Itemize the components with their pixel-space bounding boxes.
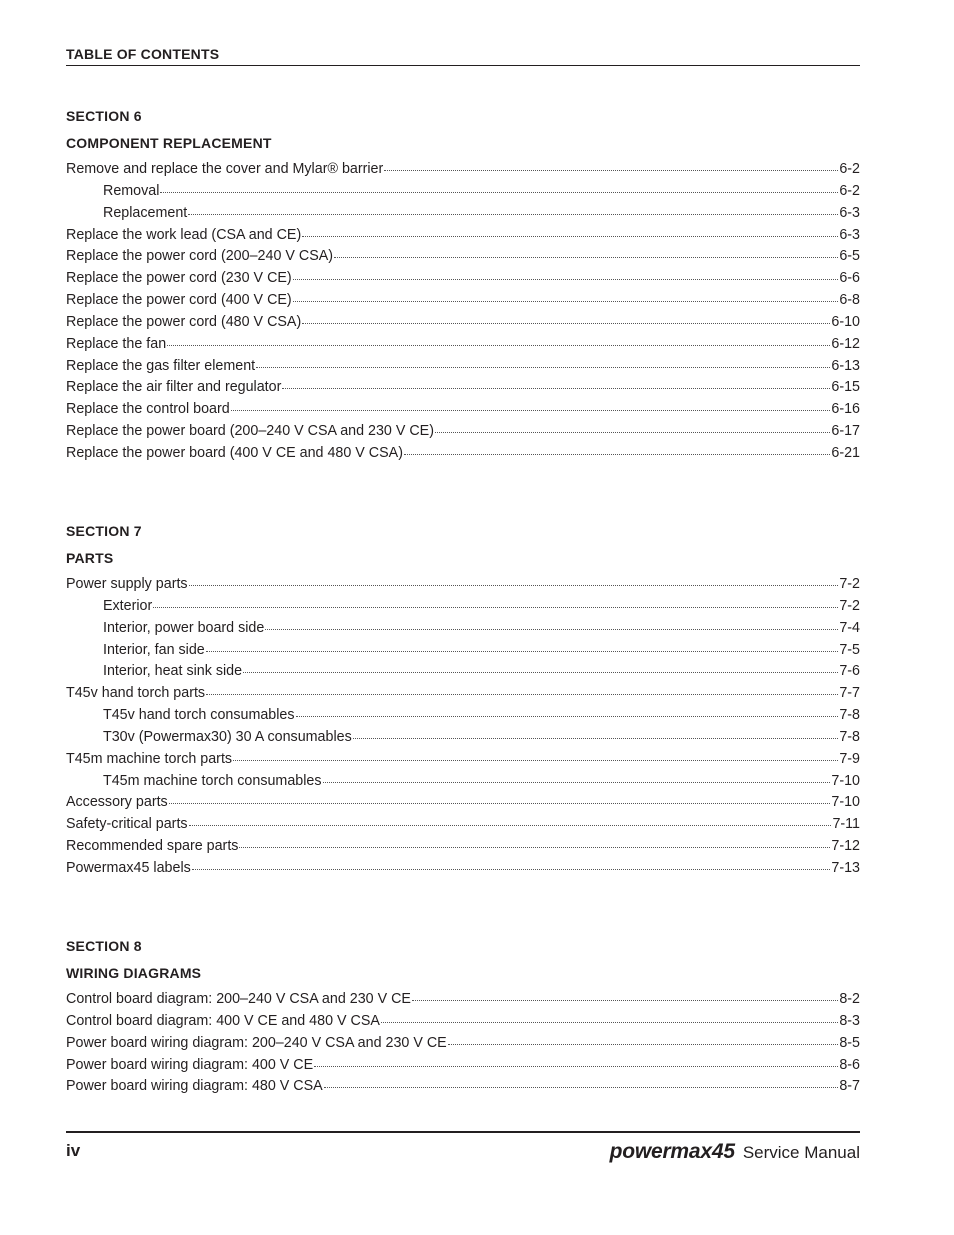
dot-leader [323,782,831,783]
toc-entry-text: Removal [103,182,160,199]
toc-page-number: 7-10 [831,794,860,811]
section-title: WIRING DIAGRAMS [66,965,202,981]
toc-entry[interactable] [66,377,860,399]
section-7 [66,521,860,880]
toc-page-number: 7-2 [839,576,860,592]
toc-page-number: 7-9 [839,750,860,767]
brand-block [610,1140,860,1164]
section-number: SECTION 7 [66,523,142,539]
toc-entry[interactable] [66,356,860,378]
toc-page-number: 6-2 [839,161,860,177]
toc-entry-text: Power board wiring diagram: 400 V CE [66,1056,314,1073]
toc-page-number: 8-7 [839,1078,860,1095]
dot-leader [384,170,838,171]
toc-entry-text: T45m machine torch consumables [103,772,322,789]
dot-leader [243,672,838,673]
toc-entry[interactable] [66,683,860,705]
toc-page-number: 6-5 [839,248,860,265]
dot-leader [265,629,838,630]
toc-page-number: 6-3 [839,204,860,221]
toc-entry-text: T30v (Powermax30) 30 A consumables [103,728,352,745]
toc-subentry[interactable] [66,661,860,683]
toc-page-number: 7-7 [839,685,860,702]
toc-entry[interactable] [66,1011,860,1033]
toc-entry[interactable] [66,268,860,290]
toc-subentry[interactable] [66,640,860,662]
toc-page-number: 8-5 [839,1034,860,1051]
dot-leader [324,1087,839,1088]
dot-leader [192,869,831,870]
toc-page-number: 8-2 [839,991,860,1007]
toc-entry-text: T45v hand torch parts [66,685,206,702]
toc-entry[interactable] [66,246,860,268]
toc-page-number: 6-8 [839,292,860,309]
toc-entry-text: Interior, power board side [103,619,265,636]
toc-entry[interactable] [66,792,860,814]
toc-page-number: 6-17 [831,423,860,440]
toc-entry-text: Replace the gas filter element [66,357,256,374]
toc-subentry[interactable] [66,727,860,749]
toc-page-number: 6-21 [831,444,860,461]
toc-entry[interactable] [66,1076,860,1098]
toc-subentry[interactable] [66,705,860,727]
dot-leader [169,803,831,804]
toc-entry-text: Replacement [103,204,188,221]
manual-title: Service Manual [742,1143,860,1162]
toc-subentry[interactable] [66,181,860,203]
toc-entry[interactable] [66,1055,860,1077]
toc-page-number: 7-13 [831,859,860,876]
dot-leader [282,388,830,389]
toc-page-number: 7-6 [839,663,860,680]
toc-page-number: 7-8 [839,707,860,724]
dot-leader [314,1066,838,1067]
toc-entry[interactable] [66,225,860,247]
dot-leader [206,694,838,695]
dot-leader [188,214,838,215]
dot-leader [404,454,830,455]
section-title: PARTS [66,550,114,566]
dot-leader [239,847,830,848]
section-number: SECTION 8 [66,938,142,954]
toc-entry[interactable] [66,989,860,1011]
toc-entry-text: Replace the power cord (480 V CSA) [66,313,302,330]
toc-entry-text: Replace the work lead (CSA and CE) [66,226,302,243]
toc-page-number: 7-4 [839,619,860,636]
dot-leader [231,410,831,411]
toc-entry[interactable] [66,574,860,596]
dot-leader [153,607,838,608]
toc-page-number: 8-3 [839,1012,860,1029]
toc-page-number: 7-8 [839,728,860,745]
dot-leader [302,323,830,324]
toc-page-number: 8-6 [839,1056,860,1073]
toc-entry-text: Replace the power board (400 V CE and 480 V CSA) [66,444,403,461]
dot-leader [206,651,839,652]
dot-leader [435,432,830,433]
toc-entry[interactable] [66,1033,860,1055]
dot-leader [256,367,830,368]
powermax45-logo: powermax45 [609,1140,735,1163]
toc-entry-text: Control board diagram: 200–240 V CSA and 230 V CE [66,991,411,1007]
section-6 [66,106,860,465]
toc-entry[interactable] [66,312,860,334]
page-header-title: TABLE OF CONTENTS [66,46,860,66]
dot-leader [189,825,832,826]
dot-leader [448,1044,839,1045]
toc-page-number: 6-12 [831,335,860,352]
toc-entry-text: Replace the control board [66,401,230,418]
dot-leader [189,585,839,586]
toc-entry[interactable] [66,836,860,858]
page-footer [66,1131,860,1169]
toc-page-number: 6-16 [831,401,860,418]
toc-entry[interactable] [66,290,860,312]
dot-leader [167,345,830,346]
toc-entry[interactable] [66,399,860,421]
section-8 [66,936,860,1098]
toc-entry-text: Replace the air filter and regulator [66,379,282,396]
section-title: COMPONENT REPLACEMENT [66,135,272,151]
toc-entry-text: Power supply parts [66,576,188,592]
toc-entry[interactable] [66,814,860,836]
page-number: iv [66,1141,81,1160]
toc-entry[interactable] [66,443,860,465]
toc-entry-text: Safety-critical parts [66,816,188,833]
toc-entry-text: Interior, fan side [103,641,205,658]
toc-page-number: 6-6 [839,270,860,287]
toc-entry-text: Powermax45 labels [66,859,191,876]
dot-leader [302,236,838,237]
dot-leader [293,279,839,280]
toc-page-number: 6-13 [831,357,860,374]
toc-entry-text: Exterior [103,597,153,614]
toc-entry-text: Replace the power cord (200–240 V CSA) [66,248,334,265]
dot-leader [233,760,838,761]
toc-entry-text: Remove and replace the cover and Mylar® barrier [66,161,384,177]
toc-page-number: 6-3 [839,226,860,243]
section-number: SECTION 6 [66,108,142,124]
toc-page-number: 6-10 [831,313,860,330]
toc-entry-text: T45m machine torch parts [66,750,233,767]
toc-subentry[interactable] [66,596,860,618]
toc-page-number: 7-2 [839,597,860,614]
toc-entry[interactable] [66,159,860,181]
dot-leader [334,257,838,258]
toc-subentry[interactable] [66,203,860,225]
toc-entry-text: Power board wiring diagram: 480 V CSA [66,1078,323,1095]
toc-entry-text: Accessory parts [66,794,168,811]
toc-entry-text: Replace the power cord (400 V CE) [66,292,292,309]
toc-page-number: 7-11 [832,816,860,833]
toc-entry-text: Replace the power board (200–240 V CSA and 230 V CE) [66,423,434,440]
toc-subentry[interactable] [66,771,860,793]
toc-page-number: 7-5 [839,641,860,658]
toc-entry-text: Recommended spare parts [66,838,239,855]
toc-page-number: 7-12 [831,838,860,855]
toc-entry[interactable] [66,749,860,771]
dot-leader [381,1022,838,1023]
toc-subentry[interactable] [66,618,860,640]
toc-entry-text: Control board diagram: 400 V CE and 480 V CSA [66,1012,380,1029]
toc-page-number: 6-2 [839,182,860,199]
toc-entry-text: T45v hand torch consumables [103,707,295,724]
dot-leader [296,716,839,717]
dot-leader [412,1000,838,1001]
toc-entry-text: Replace the power cord (230 V CE) [66,270,292,287]
toc-entry-text: Power board wiring diagram: 200–240 V CSA and 230 V CE [66,1034,447,1051]
dot-leader [293,301,839,302]
toc-entry-text: Replace the fan [66,335,167,352]
toc-page-number: 6-15 [831,379,860,396]
dot-leader [353,738,839,739]
toc-entry[interactable] [66,858,860,880]
toc-entry[interactable] [66,421,860,443]
toc-page-number: 7-10 [831,772,860,789]
toc-entry[interactable] [66,334,860,356]
toc-entry-text: Interior, heat sink side [103,663,243,680]
dot-leader [160,192,838,193]
